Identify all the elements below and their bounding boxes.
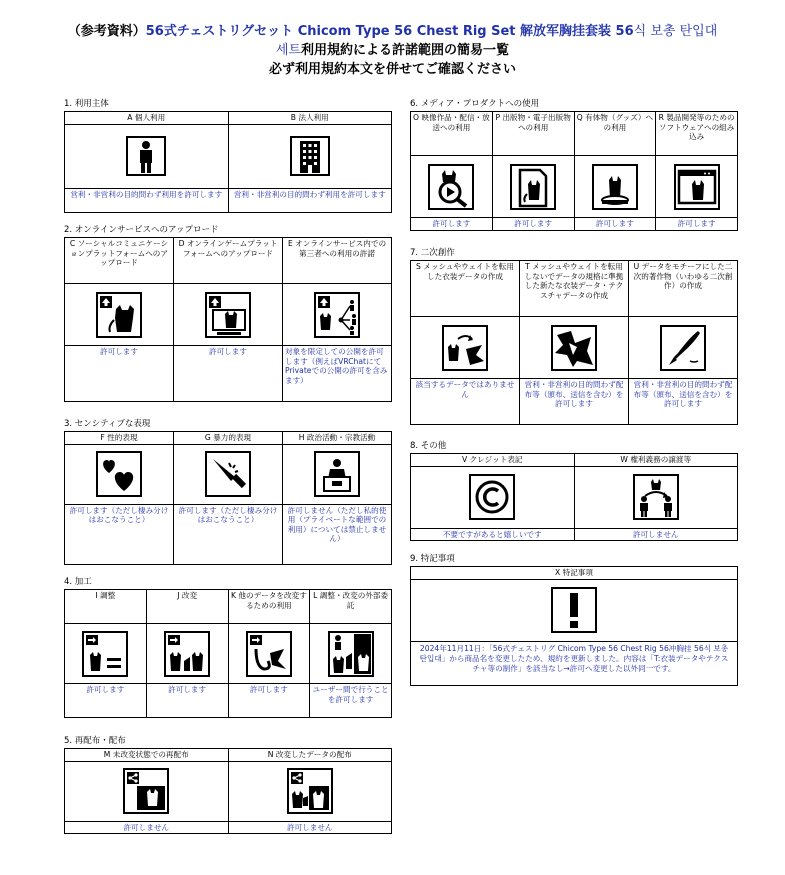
icon-cell: [411, 466, 575, 528]
column-header: V クレジット表記: [411, 454, 575, 467]
document-title-line1: [0, 22, 785, 41]
use-for-other-data-icon: [246, 631, 292, 677]
icon-cell: [65, 284, 174, 346]
section-title: 5. 再配布・配布: [64, 736, 126, 746]
license-table: [410, 260, 738, 425]
adjust-icon: [82, 631, 128, 677]
exclamation-icon: [551, 587, 597, 633]
section-sensitive-expression: [64, 418, 392, 565]
answer-cell: 許可します（ただし棲み分けはおこなうこと）: [174, 504, 283, 564]
column-header: O 映像作品・配信・放送への利用: [411, 112, 493, 156]
icon-cell: [656, 156, 738, 218]
answer-cell: 許可しません: [574, 528, 738, 541]
column-header: X 特記事項: [411, 567, 738, 580]
answer-cell: 営利・非営利の目的問わず配布等（頒布、送信を含む）を許可します: [629, 379, 738, 425]
license-table: [410, 566, 738, 686]
copyright-icon: [469, 474, 515, 520]
column-header: S メッシュやウェイトを転用した衣装データの作成: [411, 261, 520, 317]
answer-cell: 許可しません（ただし私的使用（プライベートな範囲での利用）については禁止しません）: [283, 504, 392, 564]
column-header: R 製品開発等のためのソフトウェアへの組み込み: [656, 112, 738, 156]
section-processing: [64, 576, 392, 718]
special-note: 2024年11月11日：「56式チェストリグ Chicom Type 56 Chest Rig 56冲胸挂 56식 보총 탄입대」から商品名を変更したため、規約を更新しました。内容は「T:衣装データやテクスチャ等の制作」を該当なし→許可へ変更した以外同一です。: [411, 641, 738, 685]
answer-cell: 許可します: [174, 346, 283, 402]
person-icon: [126, 136, 166, 176]
answer-cell: 営利・非営利の目的問わず利用を許可します: [65, 188, 229, 212]
column-header: L 調整・改変の外部委託: [310, 590, 392, 624]
hearts-icon: [96, 451, 142, 497]
answer-cell: 許可します: [228, 684, 310, 718]
podium-icon: [314, 451, 360, 497]
answer-cell: ユーザー間で行うことを許可します: [310, 684, 392, 718]
section-title: 1. 利用主体: [64, 99, 109, 109]
answer-cell: 許可します: [411, 218, 493, 231]
answer-cell: 営利・非営利の目的問わず配布等（頒布、送信を含む）を許可します: [520, 379, 629, 425]
icon-cell: [411, 156, 493, 218]
social-upload-icon: [96, 292, 142, 338]
column-header: F 性的表現: [65, 432, 174, 445]
icon-cell: [65, 761, 229, 821]
icon-cell: [310, 624, 392, 684]
answer-cell: 対象を限定しての公開を許可します（例えばVRChatにてPrivateでの公開の許可を含みます）: [283, 346, 392, 402]
section-online-upload: [64, 224, 392, 402]
section-title: 7. 二次創作: [410, 248, 455, 258]
icon-cell: [574, 156, 656, 218]
section-redistribution: [64, 735, 392, 834]
column-header: D オンラインゲームプラットフォームへのアップロード: [174, 238, 283, 284]
answer-cell: 許可します: [146, 684, 228, 718]
document-notice: 必ず利用規約本文を併せてご確認ください: [268, 62, 516, 77]
redistribute-icon: [123, 768, 169, 814]
column-header: A 個人利用: [65, 112, 229, 125]
column-header: P 出版物・電子出版物への利用: [492, 112, 574, 156]
column-header: K 他のデータを改変するための利用: [228, 590, 310, 624]
pen-icon: [660, 325, 706, 371]
license-table: [64, 589, 392, 718]
section-usage-subject: [64, 98, 392, 213]
icon-cell: [520, 317, 629, 379]
license-table: [410, 111, 738, 231]
column-header: M 未改変状態での再配布: [65, 749, 229, 762]
section-title: 8. その他: [410, 441, 447, 451]
knife-icon: [205, 451, 251, 497]
icon-cell: [283, 284, 392, 346]
section-title: 9. 特記事項: [410, 554, 455, 564]
third-party-license-icon: [314, 292, 360, 338]
video-icon: [428, 164, 474, 210]
section-title: 6. メディア・プロダクトへの使用: [410, 99, 540, 109]
section-special-notes: [410, 553, 738, 686]
answer-cell: 営利・非営利の目的問わず利用を許可します: [228, 188, 392, 212]
icon-cell: [411, 579, 738, 641]
answer-cell: 該当するデータではありません: [411, 379, 520, 425]
icon-cell: [629, 317, 738, 379]
building-icon: [290, 136, 330, 176]
answer-cell: 許可します: [574, 218, 656, 231]
column-header: U データをモチーフにした二次的著作物（いわゆる二次創作）の作成: [629, 261, 738, 317]
icon-cell: [174, 444, 283, 504]
icon-cell: [146, 624, 228, 684]
document-title-line2: [0, 41, 785, 60]
icon-cell: [411, 317, 520, 379]
icon-cell: [65, 624, 147, 684]
icon-cell: [283, 444, 392, 504]
license-table: [64, 111, 392, 213]
answer-cell: 許可します（ただし棲み分けはおこなうこと）: [65, 504, 174, 564]
column-header: B 法人利用: [228, 112, 392, 125]
modify-icon: [164, 631, 210, 677]
column-header: T メッシュやウェイトを転用しないでデータの規格に準拠した新たな衣装データ・テクスチャデータの作成: [520, 261, 629, 317]
section-title: 4. 加工: [64, 577, 92, 587]
product-name: 56式チェストリグセット Chicom Type 56 Chest Rig Set 解放军胸挂套装 56: [145, 24, 634, 39]
mesh-transfer-icon: [442, 325, 488, 371]
icon-cell: [574, 466, 738, 528]
answer-cell: 許可します: [492, 218, 574, 231]
column-header: G 暴力的表現: [174, 432, 283, 445]
license-table: [64, 748, 392, 834]
icon-cell: [65, 444, 174, 504]
software-icon: [674, 164, 720, 210]
icon-cell: [174, 284, 283, 346]
title-prefix: （参考資料）: [67, 24, 146, 39]
icon-cell: [228, 624, 310, 684]
section-media-products: [410, 98, 738, 231]
section-derivative-works: [410, 247, 738, 425]
column-header: C ソーシャルコミュニケーションプラットフォームへのアップロード: [65, 238, 174, 284]
license-table: [64, 431, 392, 565]
column-header: J 改変: [146, 590, 228, 624]
outsource-icon: [328, 631, 374, 677]
distribute-modified-icon: [287, 768, 333, 814]
answer-cell: 許可します: [65, 684, 147, 718]
answer-cell: 不要ですがあると嬉しいです: [411, 528, 575, 541]
column-header: N 改変したデータの配布: [228, 749, 392, 762]
answer-cell: 許可します: [656, 218, 738, 231]
license-table: [64, 237, 392, 402]
product-name-korean-suffix: 세트: [275, 43, 302, 58]
section-title: 2. オンラインサービスへのアップロード: [64, 225, 219, 235]
publication-icon: [510, 164, 556, 210]
section-other: [410, 440, 738, 541]
column-header: E オンラインサービス内での第三者への利用の許諾: [283, 238, 392, 284]
column-header: W 権利義務の譲渡等: [574, 454, 738, 467]
new-costume-icon: [551, 325, 597, 371]
icon-cell: [228, 124, 392, 188]
product-name-korean: 식 보총 탄입대: [633, 24, 718, 39]
answer-cell: 許可しません: [228, 821, 392, 834]
column-header: H 政治活動・宗教活動: [283, 432, 392, 445]
column-header: Q 有体物（グッズ）への利用: [574, 112, 656, 156]
icon-cell: [492, 156, 574, 218]
column-header: I 調整: [65, 590, 147, 624]
section-title: 3. センシティブな表現: [64, 419, 151, 429]
license-table: [410, 453, 738, 541]
transfer-rights-icon: [633, 474, 679, 520]
icon-cell: [65, 124, 229, 188]
answer-cell: 許可します: [65, 346, 174, 402]
goods-icon: [592, 164, 638, 210]
document-subtitle: 利用規約による許諾範囲の簡易一覧: [301, 43, 510, 58]
answer-cell: 許可しません: [65, 821, 229, 834]
icon-cell: [228, 761, 392, 821]
game-upload-icon: [205, 292, 251, 338]
